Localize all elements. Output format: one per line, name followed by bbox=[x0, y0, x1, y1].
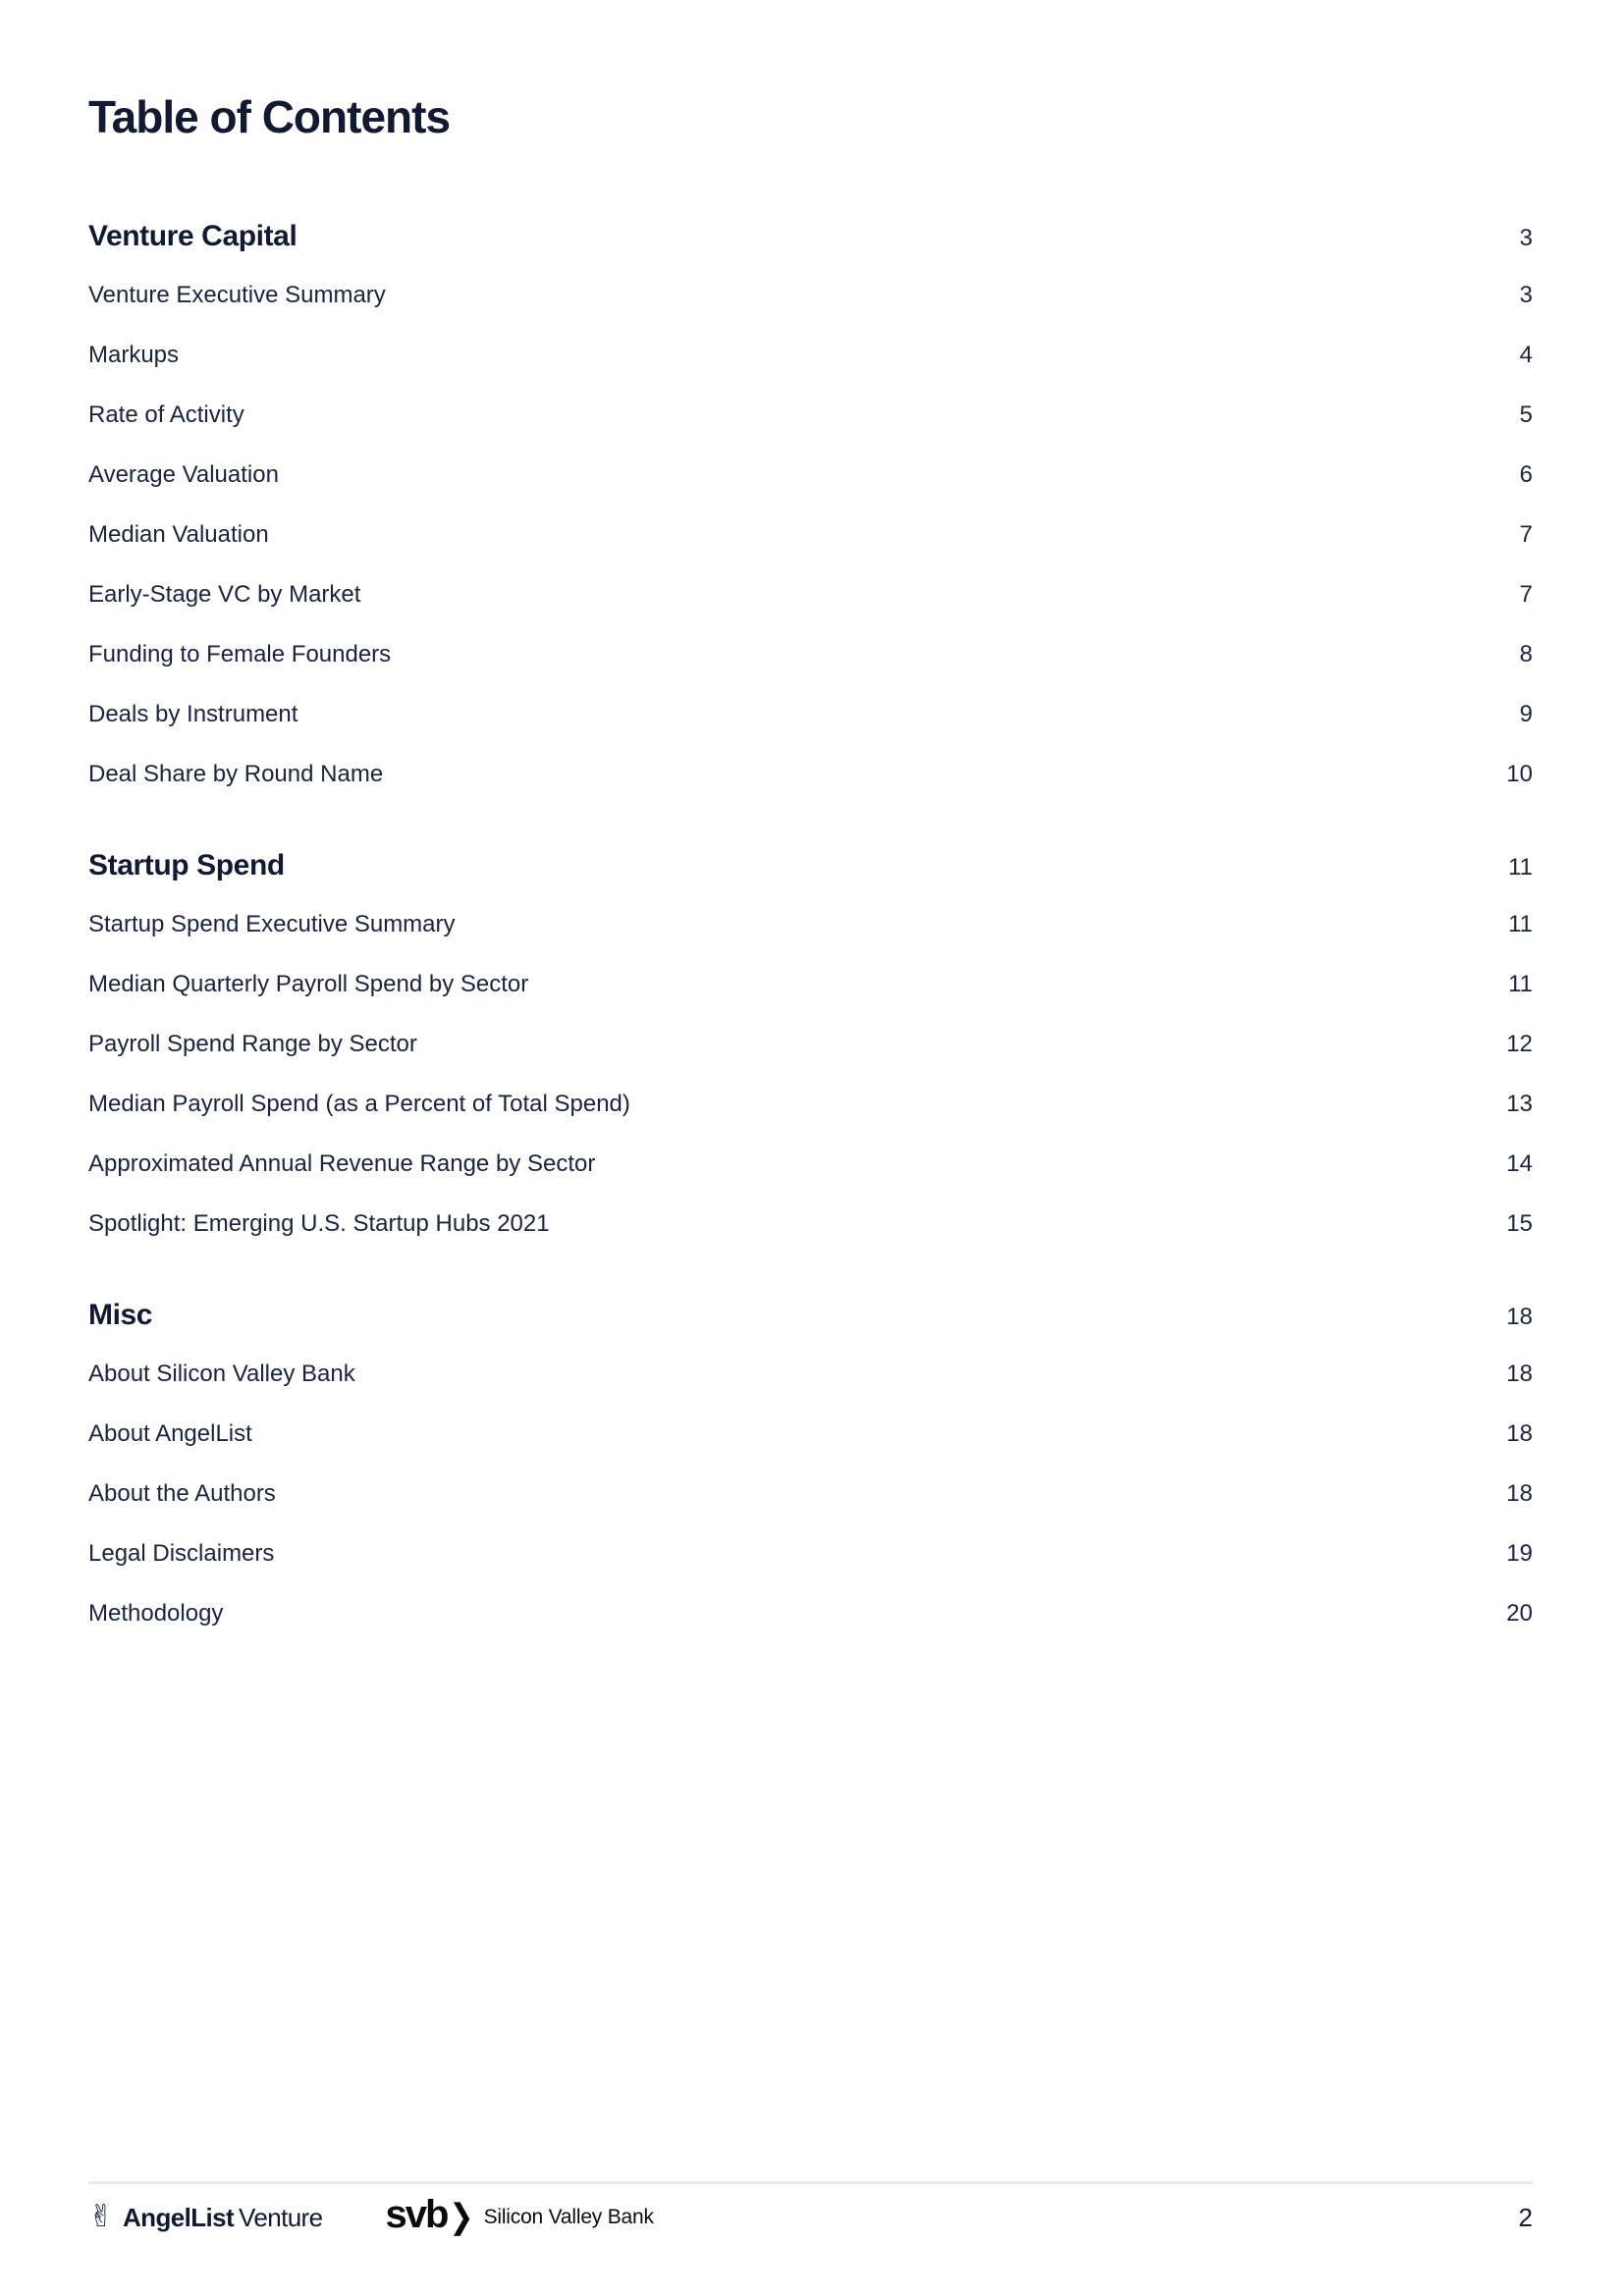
section-page-number: 18 bbox=[1506, 1304, 1533, 1330]
toc-item-label: Median Valuation bbox=[88, 520, 269, 548]
footer bbox=[88, 2181, 1533, 2237]
toc-item[interactable] bbox=[88, 325, 1533, 385]
section-page-number: 11 bbox=[1508, 854, 1533, 881]
toc-item-label: Deals by Instrument bbox=[88, 700, 298, 727]
toc-item[interactable] bbox=[88, 445, 1533, 505]
toc-item[interactable] bbox=[88, 684, 1533, 744]
toc-item-page-number: 11 bbox=[1508, 970, 1533, 997]
toc-item-page-number: 15 bbox=[1506, 1209, 1533, 1237]
toc-item-page-number: 5 bbox=[1519, 400, 1533, 428]
toc-section-header[interactable] bbox=[88, 200, 1533, 265]
footer-page-number: 2 bbox=[1518, 2202, 1533, 2232]
toc-item-page-number: 13 bbox=[1506, 1090, 1533, 1117]
toc-section bbox=[88, 829, 1533, 1254]
toc-item-page-number: 8 bbox=[1519, 640, 1533, 667]
toc-item[interactable] bbox=[88, 505, 1533, 564]
toc-item-label: Deal Share by Round Name bbox=[88, 760, 384, 787]
toc-item[interactable] bbox=[88, 1194, 1533, 1254]
toc-list bbox=[88, 200, 1533, 1643]
section-label: Venture Capital bbox=[88, 220, 298, 252]
toc-item-label: Methodology bbox=[88, 1599, 224, 1627]
toc-item[interactable] bbox=[88, 624, 1533, 684]
toc-item-page-number: 7 bbox=[1519, 520, 1533, 548]
toc-section-header[interactable] bbox=[88, 829, 1533, 894]
toc-item-label: Median Payroll Spend (as a Percent of Total Spend) bbox=[88, 1090, 630, 1117]
section-label: Startup Spend bbox=[88, 849, 285, 881]
toc-item[interactable] bbox=[88, 744, 1533, 804]
toc-item[interactable] bbox=[88, 894, 1533, 954]
toc-item-page-number: 3 bbox=[1519, 281, 1533, 308]
toc-item[interactable] bbox=[88, 1404, 1533, 1464]
toc-item-label: Approximated Annual Revenue Range by Sector bbox=[88, 1149, 596, 1177]
toc-item-page-number: 18 bbox=[1506, 1419, 1533, 1447]
page-title: Table of Contents bbox=[88, 91, 451, 142]
toc-item-page-number: 12 bbox=[1506, 1030, 1533, 1057]
toc-item-page-number: 9 bbox=[1519, 700, 1533, 727]
toc-item[interactable] bbox=[88, 1523, 1533, 1583]
peace-hand-icon: ✌ bbox=[88, 2198, 114, 2234]
toc-item-label: Startup Spend Executive Summary bbox=[88, 910, 456, 937]
angellist-wordmark-regular: Venture bbox=[239, 2202, 323, 2232]
toc-item-label: Median Quarterly Payroll Spend by Sector bbox=[88, 970, 529, 997]
svb-bank-name: Silicon Valley Bank bbox=[483, 2206, 654, 2228]
toc-item-label: Funding to Female Founders bbox=[88, 640, 392, 667]
toc-item-page-number: 11 bbox=[1508, 910, 1533, 937]
toc-item[interactable] bbox=[88, 954, 1533, 1014]
toc-item[interactable] bbox=[88, 385, 1533, 445]
angellist-wordmark bbox=[123, 2203, 323, 2233]
toc-item-page-number: 18 bbox=[1506, 1360, 1533, 1387]
angellist-wordmark-bold: AngelList bbox=[122, 2202, 235, 2232]
svb-chevron-icon: ❯ bbox=[449, 2198, 474, 2236]
toc-item-label: Payroll Spend Range by Sector bbox=[88, 1030, 417, 1057]
section-label: Misc bbox=[88, 1299, 153, 1331]
toc-item-page-number: 14 bbox=[1506, 1149, 1533, 1177]
toc-item-label: About the Authors bbox=[88, 1479, 276, 1507]
toc-item-label: About Silicon Valley Bank bbox=[88, 1360, 355, 1387]
toc-item[interactable] bbox=[88, 1014, 1533, 1074]
toc-item-page-number: 19 bbox=[1506, 1539, 1533, 1567]
toc-item-page-number: 4 bbox=[1519, 341, 1533, 368]
toc-item-page-number: 18 bbox=[1506, 1479, 1533, 1507]
toc-item-label: Markups bbox=[88, 341, 180, 368]
angellist-logo bbox=[88, 2198, 323, 2234]
toc-item-page-number: 7 bbox=[1519, 580, 1533, 608]
toc-item-page-number: 10 bbox=[1506, 760, 1533, 787]
toc-item-page-number: 6 bbox=[1519, 460, 1533, 488]
toc-item[interactable] bbox=[88, 1134, 1533, 1194]
toc-item-label: Early-Stage VC by Market bbox=[88, 580, 361, 608]
section-page-number: 3 bbox=[1519, 225, 1533, 251]
toc-item[interactable] bbox=[88, 564, 1533, 624]
toc-item-label: Legal Disclaimers bbox=[88, 1539, 275, 1567]
toc-section-header[interactable] bbox=[88, 1279, 1533, 1344]
toc-item-label: About AngelList bbox=[88, 1419, 252, 1447]
toc-item-label: Venture Executive Summary bbox=[88, 281, 386, 308]
toc-item-label: Rate of Activity bbox=[88, 400, 244, 428]
svb-logo bbox=[385, 2193, 654, 2237]
toc-item-page-number: 20 bbox=[1506, 1599, 1533, 1627]
toc-item-label: Spotlight: Emerging U.S. Startup Hubs 2021 bbox=[88, 1209, 550, 1237]
toc-item-label: Average Valuation bbox=[88, 460, 279, 488]
toc-section bbox=[88, 200, 1533, 804]
toc-item[interactable] bbox=[88, 265, 1533, 325]
toc-item[interactable] bbox=[88, 1344, 1533, 1404]
svb-wordmark: svb bbox=[385, 2193, 448, 2236]
toc-item[interactable] bbox=[88, 1074, 1533, 1134]
toc-item[interactable] bbox=[88, 1464, 1533, 1523]
toc-item[interactable] bbox=[88, 1583, 1533, 1643]
toc-section bbox=[88, 1279, 1533, 1643]
